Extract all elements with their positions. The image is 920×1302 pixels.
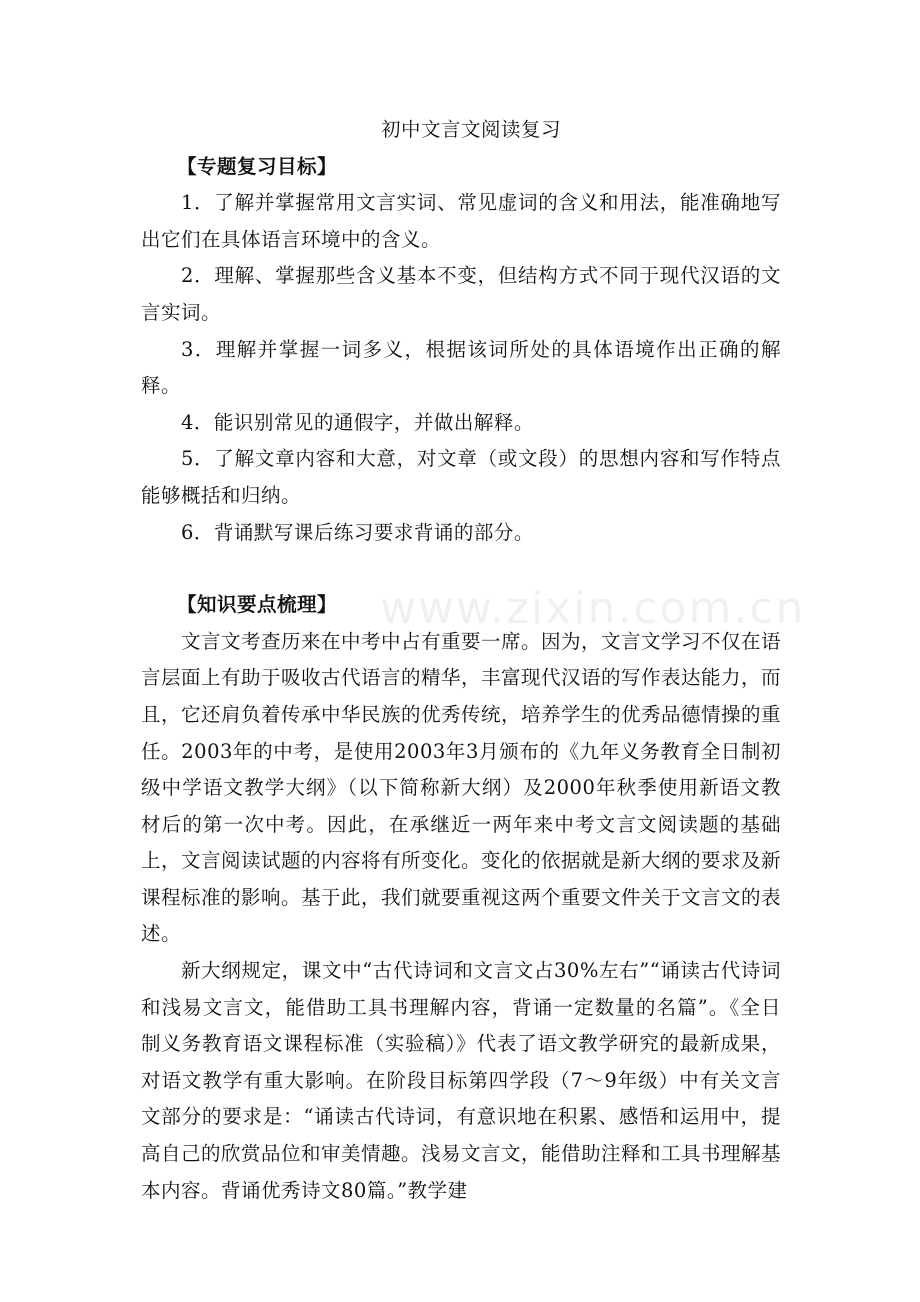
section-heading-review-goals: 【专题复习目标】 — [177, 154, 338, 178]
goal-item: 6．背诵默写课后练习要求背诵的部分。 — [181, 520, 534, 544]
watermark: www.zixin.com.cn — [380, 583, 806, 634]
document-title: 初中文言文阅读复习 — [380, 118, 561, 141]
section-heading-knowledge-points: 【知识要点梳理】 — [177, 593, 338, 617]
goal-item: 3．理解并掌握一词多义，根据该词所处的具体语境作出正确的解释。 — [141, 337, 781, 398]
body-paragraph: 新大纲规定，课文中“古代诗词和文言文占30%左右”“诵读古代诗词和浅易文言文，能借助工具书理解内容，背诵一定数量的名篇”。《全日制义务教育语文课程标准（实验稿）》代表了语文教学研究的最新成果，对语文教学有重大影响。在阶段目标第四学段（7～9年级）中有关文言文部分的要求是：“诵读古代诗词，有意识地在积累、感悟和运用中，提高自己的欣赏品位和审美情趣。浅易文言文，能借助注释和工具书理解基本内容。背诵优秀诗文80篇。”教学建 — [141, 959, 782, 1202]
goal-item: 1．了解并掌握常用文言实词、常见虚词的含义和用法，能准确地写出它们在具体语言环境中的含义。 — [141, 191, 781, 251]
goal-item: 5．了解文章内容和大意，对文章（或文段）的思想内容和写作特点能够概括和归纳。 — [141, 447, 781, 507]
goal-item: 2．理解、掌握那些含义基本不变，但结构方式不同于现代汉语的文言实词。 — [141, 264, 781, 324]
document-page — [141, 112, 781, 1209]
body-paragraph: 文言文考查历来在中考中占有重要一席。因为，文言文学习不仅在语言层面上有助于吸收古代语言的精华，丰富现代汉语的写作表达能力，而且，它还肩负着传承中华民族的优秀传统，培养学生的优秀品德情操的重任。2003年的中考，是使用2003年3月颁布的《九年义务教育全日制初级中学语文教学大纲》（以下简称新大纲）及2000年秋季使用新语文教材后的第一次中考。因此，在承继近一两年来中考文言文阅读题的基础上，文言阅读试题的内容将有所变化。变化的依据就是新大纲的要求及新课程标准的影响。基于此，我们就要重视这两个重要文件关于文言文的表述。 — [141, 629, 782, 946]
goal-item: 4．能识别常见的通假字，并做出解释。 — [181, 410, 534, 434]
